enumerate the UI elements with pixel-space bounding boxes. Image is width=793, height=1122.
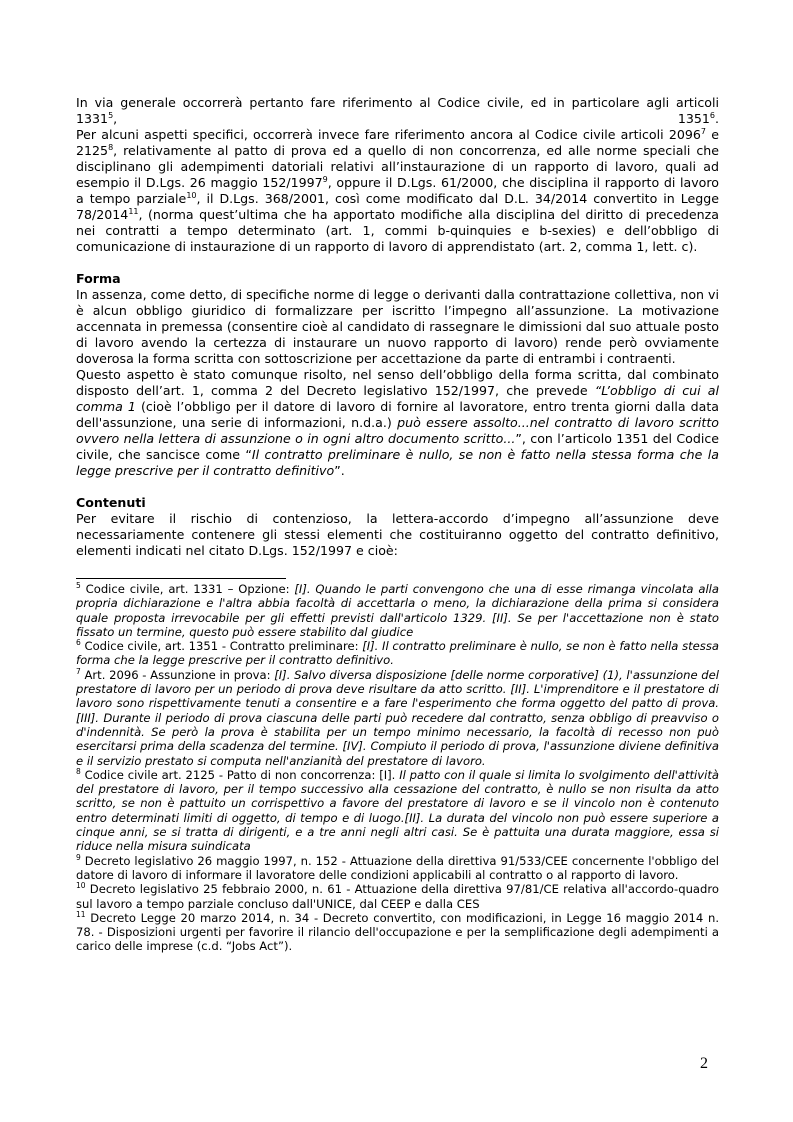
footnote-11: $^{11}$ Decreto Legge 20 marzo 2014, n. 34 - Decreto convertito, con modificazioni, in Legge 16 maggio 2014 n. 78. - Disposizioni urgenti per favorire il rilancio dell'occupazione e per la semplificazione degli adempimenti a carico delle imprese (c.d. “Jobs Act”). [76, 909, 719, 954]
forma-paragraph-1: In assenza, come detto, di specifiche norme di legge o derivanti dalla contrattazione collettiva, non vi è alcun obbligo giuridico di formalizzare per iscritto l’impegno all’assunzione. La motivazione accennata in premessa (consentire cioè al candidato di rassegnare le dimissioni dal suo attuale posto di lavoro avendo la certezza di instaurare un nuovo rapporto di lavoro) rende però ovviamente doverosa la forma scritta con sottoscrizione per accettazione da parte di entrambi i contraenti. [76, 287, 719, 366]
page-number: 2 [700, 1055, 708, 1072]
page-body [76, 95, 719, 954]
contenuti-paragraph-1: Per evitare il rischio di contenzioso, la lettera-accordo d’impegno all’assunzione deve necessariamente contenere gli stessi elementi che costituiranno oggetto del contratto definitivo, elementi indicati nel citato D.Lgs. 152/1997 e cioè: [76, 511, 719, 558]
forma-paragraph-2: Questo aspetto è stato comunque risolto, nel senso dell’obbligo della forma scritta, dal combinato disposto dell’art. 1, comma 2 del Decreto legislativo 152/1997, che prevede “L’obbligo di cui al comma 1 (cioè l’obbligo per il datore di lavoro di fornire al lavoratore, entro trenta giorni dalla data dell'assunzione, una serie di informazioni, n.d.a.) può essere assolto...nel contratto di lavoro scritto ovvero nella lettera di assunzione o in ogni altro documento scritto...”, con l’articolo 1351 del Codice civile, che sancisce come “Il contratto preliminare è nullo, se non è fatto nella stessa forma che la legge prescrive per il contratto definitivo”. [76, 367, 719, 478]
footnote-10: $^{10}$ Decreto legislativo 25 febbraio 2000, n. 61 - Attuazione della direttiva 97/81/CE relativa all'accordo-quadro sul lavoro a tempo parziale concluso dall'UNICE, dal CEEP e dalla CES [76, 881, 719, 911]
section-heading-forma: Forma [76, 271, 121, 286]
footnote-9: $^9$ Decreto legislativo 26 maggio 1997, n. 152 - Attuazione della direttiva 91/533/CEE concernente l'obbligo del datore di lavoro di informare il lavoratore delle condizioni applicabili al contratto o al rapporto di lavoro. [76, 852, 719, 882]
footnote-7: $^7$ Art. 2096 - Assunzione in prova: [I]. Salvo diversa disposizione [delle norme corporative] (1), l'assunzione del prestatore di lavoro per un periodo di prova deve risultare da atto scritto. [II]. L'imprenditore e il prestatore di lavoro sono rispettivamente tenuti a consentire e a fare l'esperimento che forma oggetto del patto di prova. [III]. Durante il periodo di prova ciascuna delle parti può recedere dal contratto, senza obbligo di preavviso o d'indennità. Se però la prova è stabilita per un tempo minimo necessario, la facoltà di recesso non può esercitarsi prima della scadenza del termine. [IV]. Compiuto il periodo di prova, l'assunzione diviene definitiva e il servizio prestato si computa nell'anzianità del prestatore di lavoro. [76, 666, 719, 768]
intro-paragraph-2: Per alcuni aspetti specifici, occorrerà invece fare riferimento ancora al Codice civile articoli 2096$^7$ e 2125$^8$, relativamente al patto di prova ed a quello di non concorrenza, ed alle norme speciali che disciplinano gli adempimenti datoriali relativi all’instaurazione di un rapporto di lavoro, quali ad esempio il D.Lgs. 26 maggio 152/1997$^9$, oppure il D.Lgs. 61/2000, che disciplina il rapporto di lavoro a tempo parziale$^{10}$, il D.Lgs. 368/2001, così come modificato dal D.L. 34/2014 convertito in Legge 78/2014$^{11}$, (norma quest’ultima che ha apportato modifiche alla disciplina del diritto di precedenza nei contratti a tempo determinato (art. 1, commi b-quinquies e b-sexies) e dell’obbligo di comunicazione di instaurazione di un rapporto di lavoro di apprendistato (art. 2, comma 1, lett. c). [76, 126, 720, 254]
footnote-separator [76, 578, 286, 579]
section-heading-contenuti: Contenuti [76, 495, 146, 510]
footnote-5: $^5$ Codice civile, art. 1331 – Opzione: [I]. Quando le parti convengono che una di esse rimanga vincolata alla propria dichiarazione e l'altra abbia facoltà di accettarla o meno, la dichiarazione della prima si considera quale proposta irrevocabile per gli effetti previsti dall'articolo 1329. [II]. Se per l'accettazione non è stato fissato un termine, questo può essere stabilito dal giudice [76, 581, 719, 639]
footnote-8: $^8$ Codice civile art. 2125 - Patto di non concorrenza: [I]. Il patto con il quale si limita lo svolgimento dell'attività del prestatore di lavoro, per il tempo successivo alla cessazione del contratto, è nullo se non risulta da atto scritto, se non è pattuito un corrispettivo a favore del prestatore di lavoro e se il vincolo non è contenuto entro determinati limiti di oggetto, di tempo e di luogo.[II]. La durata del vincolo non può essere superiore a cinque anni, se si tratta di dirigenti, e a tre anni negli altri casi. Se è pattuita una durata maggiore, essa si riduce nella misura suindicata [76, 767, 719, 854]
footnote-6: $^6$ Codice civile, art. 1351 - Contratto preliminare: [I]. Il contratto preliminare è nullo, se non è fatto nella stessa forma che la legge prescrive per il contratto definitivo. [76, 638, 719, 668]
intro-paragraph-1: In via generale occorrerà pertanto fare riferimento al Codice civile, ed in particolare agli articoli 1331$^5$, 1351$^6$. [76, 95, 719, 126]
